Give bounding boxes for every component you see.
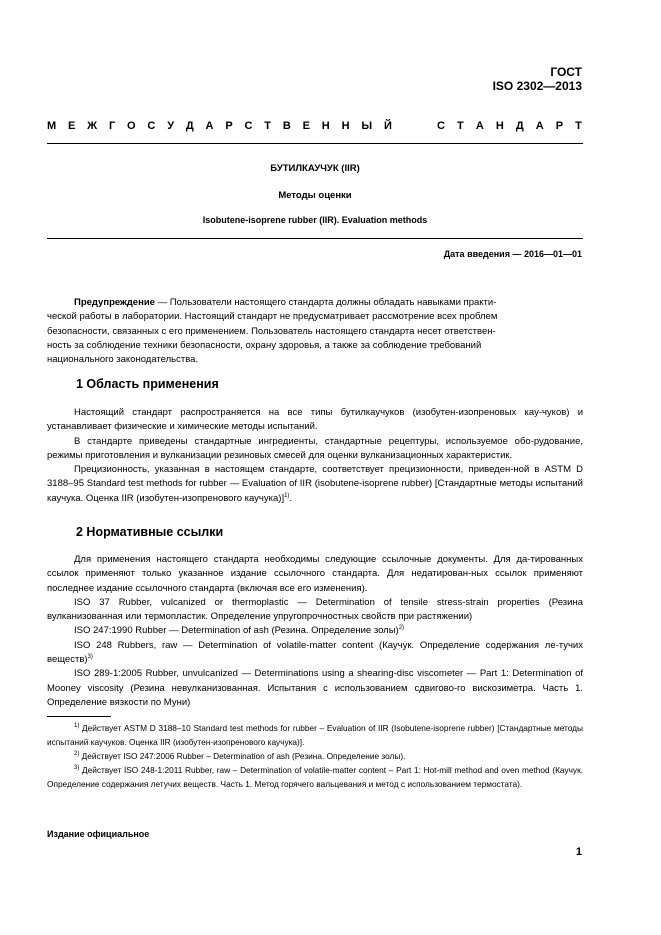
banner-letter: А: [475, 120, 484, 132]
banner-letter: Р: [555, 120, 564, 132]
banner-letter: С: [244, 120, 253, 132]
banner-letter: Г: [108, 120, 116, 132]
banner-letter: Д: [185, 120, 194, 132]
reference-iso-37: ISO 37 Rubber, vulcanized or thermoplastic — Determination of tensile stress-strain properties (Резина вулканизованная или термопластик. Определение упругопрочностных свойств при растяжении): [47, 596, 583, 623]
footnote-ref-3: 3): [87, 653, 93, 660]
document-title: БУТИЛКАУЧУК (IIR): [270, 163, 360, 174]
banner-interstate: [47, 120, 392, 132]
section-2-heading: 2 Нормативные ссылки: [76, 525, 224, 539]
section-2-body: [47, 553, 583, 710]
document-title-english: Isobutene-isoprene rubber (IIR). Evaluation methods: [202, 215, 428, 225]
banner-letter: Т: [575, 120, 582, 132]
banner-letter: Р: [225, 120, 233, 132]
warning-text-5: национального законодательства.: [47, 354, 199, 366]
footnote-1: $^{1)}$ Действует ASTM D 3188–10 Standard test methods for rubber – Evaluation of IIR (Isobutene-isoprene rubber) [Стандартные методы испытаний каучуков. Оценка IIR (изобутен-изопренового каучука)].: [47, 723, 583, 747]
official-edition-label: Издание официальное: [47, 829, 150, 839]
section-1-body: [47, 406, 583, 506]
reference-iso-247: ISO 247:1990 Rubber — Determination of ash (Резина. Определение золы)$^{2)}$: [74, 625, 405, 637]
footnotes: [47, 721, 583, 791]
references-intro: Для применения настоящего стандарта необходимы следующие ссылочные документы. Для да-тированных ссылок применяют только указанное издание ссылочного стандарта. Для недатирован-ных ссылок применяют последнее издание ссылочного стандарта (включая все его изменения).: [47, 554, 583, 594]
standard-number-block: [493, 65, 582, 93]
banner-letter: О: [127, 120, 136, 132]
reference-iso-248: ISO 248 Rubbers, raw — Determination of volatile-matter content (Каучук. Определение содержания ле-тучих веществ)$^{3)}$: [47, 639, 583, 666]
footnote-ref-2: 2): [398, 625, 405, 632]
warning-text-4: ность за соблюдение техники безопасности, охрану здоровья, а также за соблюдение требований: [47, 339, 482, 351]
gost-label: ГОСТ: [550, 65, 582, 79]
banner-letter: Д: [515, 120, 524, 132]
banner-letter: М: [47, 120, 57, 132]
footnote-ref-1: 1): [284, 492, 290, 499]
banner-letter: Н: [495, 120, 504, 132]
footnote-3: $^{3)}$ Действует ISO 248-1:2011 Rubber, raw – Determination of volatile-matter content – Part 1: Hot-mill method and oven method (Каучук. Определение содержания летучих веществ. Часть 1. Метод горячего вальцевания и метод с использованием термостата).: [47, 765, 583, 789]
scope-paragraph-1: Настоящий стандарт распространяется на все типы бутилкаучуков (изобутен-изопреновых кау-чуков) и устанавливает физические и химические методы испытаний.: [47, 407, 583, 433]
banner-letter: У: [167, 120, 175, 132]
banner-letter: В: [282, 120, 291, 132]
warning-text-3: безопасности, связанных с его применением. Пользователь настоящего стандарта несет ответствен-: [47, 325, 496, 337]
warning-label: Предупреждение: [74, 297, 155, 308]
document-subtitle: Методы оценки: [278, 190, 352, 201]
scope-paragraph-3: Прецизионность, указанная в настоящем стандарте, соответствует прецизионности, приведен-ной в ASTM D 3188–95 Standard test methods for rubber — Evaluation of IIR (isobutene-isoprene rubber) [Стандартные методы испытаний каучука. Оценка IIR (изобутен-изопренового каучука)]$^{1)}$.: [47, 464, 583, 504]
reference-iso-289-1: ISO 289-1:2005 Rubber, unvulcanized — Determinations using a shearing-disc viscometer — Part 1: Determination of Mooney viscosity (Резина невулканизованная. Испытания с использованием сдвигово-го вискозиметра. Часть 1. Определение вязкости по Муни): [47, 668, 583, 708]
banner-letter: Й: [383, 120, 392, 132]
scope-paragraph-2: В стандарте приведены стандартные ингредиенты, стандартные рецептуры, используемое обо-рудование, режимы приготовления и вулканизации резиновых смесей для оценки вулканизационных характеристик.: [47, 435, 583, 461]
warning-text-2: ческой работы в лаборатории. Настоящий стандарт не предусматривает рассмотрение всех проблем: [47, 311, 498, 323]
header-rule-top: [47, 143, 583, 144]
banner-letter: Е: [68, 120, 76, 132]
banner-letter: С: [437, 120, 445, 132]
standard-banner: [47, 120, 582, 132]
banner-standard: [437, 120, 582, 132]
footnote-2: $^{2)}$ Действует ISO 247:2006 Rubber – Determination of ash (Резина. Определение золы).: [74, 751, 406, 761]
warning-paragraph: [47, 296, 583, 367]
header-rule-bottom: [47, 238, 583, 239]
banner-letter: Н: [341, 120, 350, 132]
banner-letter: Н: [321, 120, 330, 132]
banner-letter: Е: [302, 120, 310, 132]
banner-letter: Т: [264, 120, 272, 132]
warning-text-1: — Пользователи настоящего стандарта должны обладать навыками практи-: [154, 297, 497, 308]
banner-letter: Т: [457, 120, 464, 132]
banner-letter: А: [535, 120, 544, 132]
introduction-date: Дата введения — 2016—01—01: [443, 249, 582, 259]
page-number: 1: [575, 846, 582, 858]
banner-letter: С: [147, 120, 156, 132]
footnote-separator: [47, 716, 111, 717]
banner-letter: Ж: [87, 120, 98, 132]
banner-letter: Ы: [361, 120, 373, 132]
section-1-heading: 1 Область применения: [76, 377, 219, 391]
iso-number: ISO 2302—2013: [492, 79, 582, 93]
banner-letter: А: [205, 120, 214, 132]
